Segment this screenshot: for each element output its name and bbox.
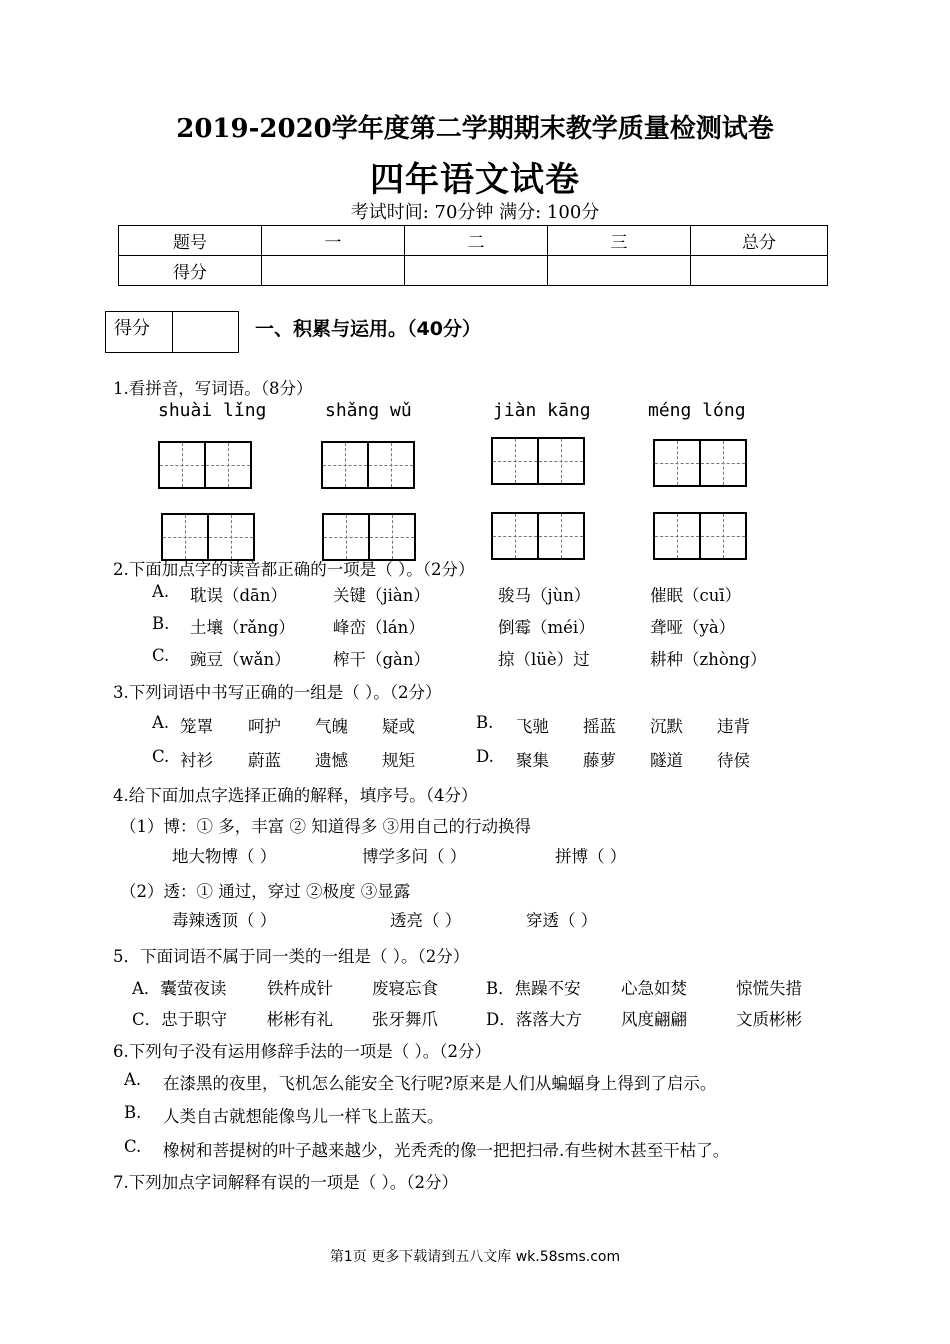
option-sentence: 橡树和菩提树的叶子越来越少，光秃秃的像一把把扫帚.有些树木甚至干枯了。 (163, 1141, 730, 1160)
pinyin-4: méng lóng (648, 400, 746, 421)
option-word: 衬衫 (180, 751, 213, 770)
score-table-header: 题号 (119, 226, 262, 256)
score-row-label: 得分 (119, 256, 262, 286)
score-box-divider (172, 312, 173, 352)
option-item: 催眠（cuī） (650, 586, 742, 605)
section-score-box (105, 311, 239, 353)
idiom: A．囊萤夜读 (132, 979, 227, 998)
question-4: 4.给下面加点字选择正确的解释，填序号。（4分） (113, 786, 478, 805)
exam-title: 2019-2020学年度第二学期期末教学质量检测试卷 (176, 114, 774, 144)
option-word: 待侯 (717, 751, 750, 770)
option-word: 聚集 (516, 751, 549, 770)
option-letter: C. (152, 747, 170, 766)
score-table-header: 总分 (691, 226, 828, 256)
score-cell[interactable] (691, 256, 828, 286)
option-word: 蔚蓝 (248, 751, 281, 770)
option-item: 聋哑（yà） (650, 618, 736, 637)
score-table-header-row (119, 226, 828, 256)
option-letter: B. (476, 713, 494, 732)
option-word: 呵护 (248, 717, 281, 736)
score-table-header: 一 (262, 226, 405, 256)
question-3: 3.下列词语中书写正确的一组是（ ）。（2分） (113, 683, 442, 702)
option-word: 沉默 (650, 717, 683, 736)
score-table-header: 三 (548, 226, 691, 256)
option-item: 豌豆（wǎn） (190, 650, 291, 669)
idiom: D．落落大方 (486, 1010, 582, 1029)
question-6: 6.下列句子没有运用修辞手法的一项是（ ）。（2分） (113, 1042, 491, 1061)
option-item: 掠（lüè）过 (498, 650, 590, 669)
idiom: 废寝忘食 (372, 979, 438, 998)
option-word: 藤萝 (583, 751, 616, 770)
page-footer: 第1页 更多下载请到五八文库 wk.58sms.com (329, 1249, 621, 1265)
option-letter: C. (124, 1137, 142, 1156)
idiom: 文质彬彬 (736, 1010, 802, 1029)
score-table (118, 225, 828, 286)
option-letter: A. (152, 582, 170, 601)
option-word: 摇蓝 (583, 717, 616, 736)
q4-item: 博学多问（ ） (362, 847, 467, 866)
option-word: 疑或 (382, 717, 415, 736)
option-letter: A. (124, 1070, 142, 1089)
option-letter: D. (476, 747, 494, 766)
idiom: C．忠于职守 (132, 1010, 228, 1029)
q4-item: 毒辣透顶（ ） (172, 911, 277, 930)
writing-grid-3[interactable] (491, 437, 583, 485)
section-score-label: 得分 (114, 318, 150, 339)
option-word: 遗憾 (315, 751, 348, 770)
exam-subtitle: 四年语文试卷 (370, 160, 580, 200)
option-letter: C. (152, 646, 170, 665)
q4-item: 穿透（ ） (526, 911, 598, 930)
score-cell[interactable] (405, 256, 548, 286)
q4-part2: （2）透：① 通过，穿过 ②极度 ③显露 (120, 882, 411, 901)
writing-grid-7[interactable] (491, 512, 583, 560)
writing-grid-5[interactable] (161, 513, 253, 561)
question-2: 2.下面加点字的读音都正确的一项是（ ）。（2分） (113, 560, 475, 579)
question-7: 7.下列加点字词解释有误的一项是（ ）。（2分） (113, 1173, 458, 1192)
section-heading: 一、积累与运用。（40分） (255, 318, 481, 340)
idiom: 张牙舞爪 (372, 1010, 438, 1029)
writing-grid-8[interactable] (653, 512, 745, 560)
score-cell[interactable] (548, 256, 691, 286)
q4-item: 拼博（ ） (555, 847, 627, 866)
idiom: B．焦躁不安 (486, 979, 581, 998)
writing-grid-2[interactable] (321, 441, 413, 489)
score-table-header: 二 (405, 226, 548, 256)
writing-grid-4[interactable] (653, 439, 745, 487)
option-sentence: 在漆黑的夜里，飞机怎么能安全飞行呢?原来是人们从蝙蝠身上得到了启示。 (163, 1074, 717, 1093)
writing-grid-1[interactable] (158, 441, 250, 489)
score-cell[interactable] (262, 256, 405, 286)
option-letter: A. (152, 713, 170, 732)
option-item: 榨干（gàn） (333, 650, 431, 669)
question-5: 5．下面词语不属于同一类的一组是（ ）。（2分） (113, 947, 470, 966)
option-item: 骏马（jùn） (498, 586, 591, 605)
option-item: 峰峦（lán） (333, 618, 425, 637)
question-1: 1.看拼音，写词语。（8分） (113, 379, 313, 398)
option-sentence: 人类自古就想能像鸟儿一样飞上蓝天。 (163, 1107, 444, 1126)
option-letter: B. (152, 614, 170, 633)
option-item: 耽误（dān） (190, 586, 288, 605)
score-table-score-row (119, 256, 828, 286)
option-word: 飞驰 (516, 717, 549, 736)
option-item: 关键（jiàn） (333, 586, 430, 605)
pinyin-1: shuài lǐng (158, 400, 267, 421)
option-word: 笼罩 (180, 717, 213, 736)
idiom: 彬彬有礼 (267, 1010, 333, 1029)
option-letter: B. (124, 1103, 142, 1122)
option-word: 规矩 (382, 751, 415, 770)
option-item: 土壤（rǎng） (190, 618, 295, 637)
pinyin-3: jiàn kāng (493, 400, 591, 421)
idiom: 风度翩翩 (621, 1010, 687, 1029)
option-item: 倒霉（méi） (498, 618, 595, 637)
idiom: 惊慌失措 (736, 979, 802, 998)
q4-part1: （1）博：① 多，丰富 ② 知道得多 ③用自己的行动换得 (120, 817, 531, 836)
option-word: 隧道 (650, 751, 683, 770)
writing-grid-6[interactable] (322, 513, 414, 561)
option-word: 气魄 (315, 717, 348, 736)
q4-item: 透亮（ ） (390, 911, 462, 930)
idiom: 心急如焚 (621, 979, 687, 998)
exam-info: 考试时间: 70分钟 满分: 100分 (350, 202, 600, 223)
pinyin-2: shǎng wǔ (325, 400, 412, 421)
q4-item: 地大物博（ ） (172, 847, 277, 866)
option-item: 耕种（zhòng） (650, 650, 767, 669)
idiom: 铁杵成针 (267, 979, 333, 998)
option-word: 违背 (717, 717, 750, 736)
